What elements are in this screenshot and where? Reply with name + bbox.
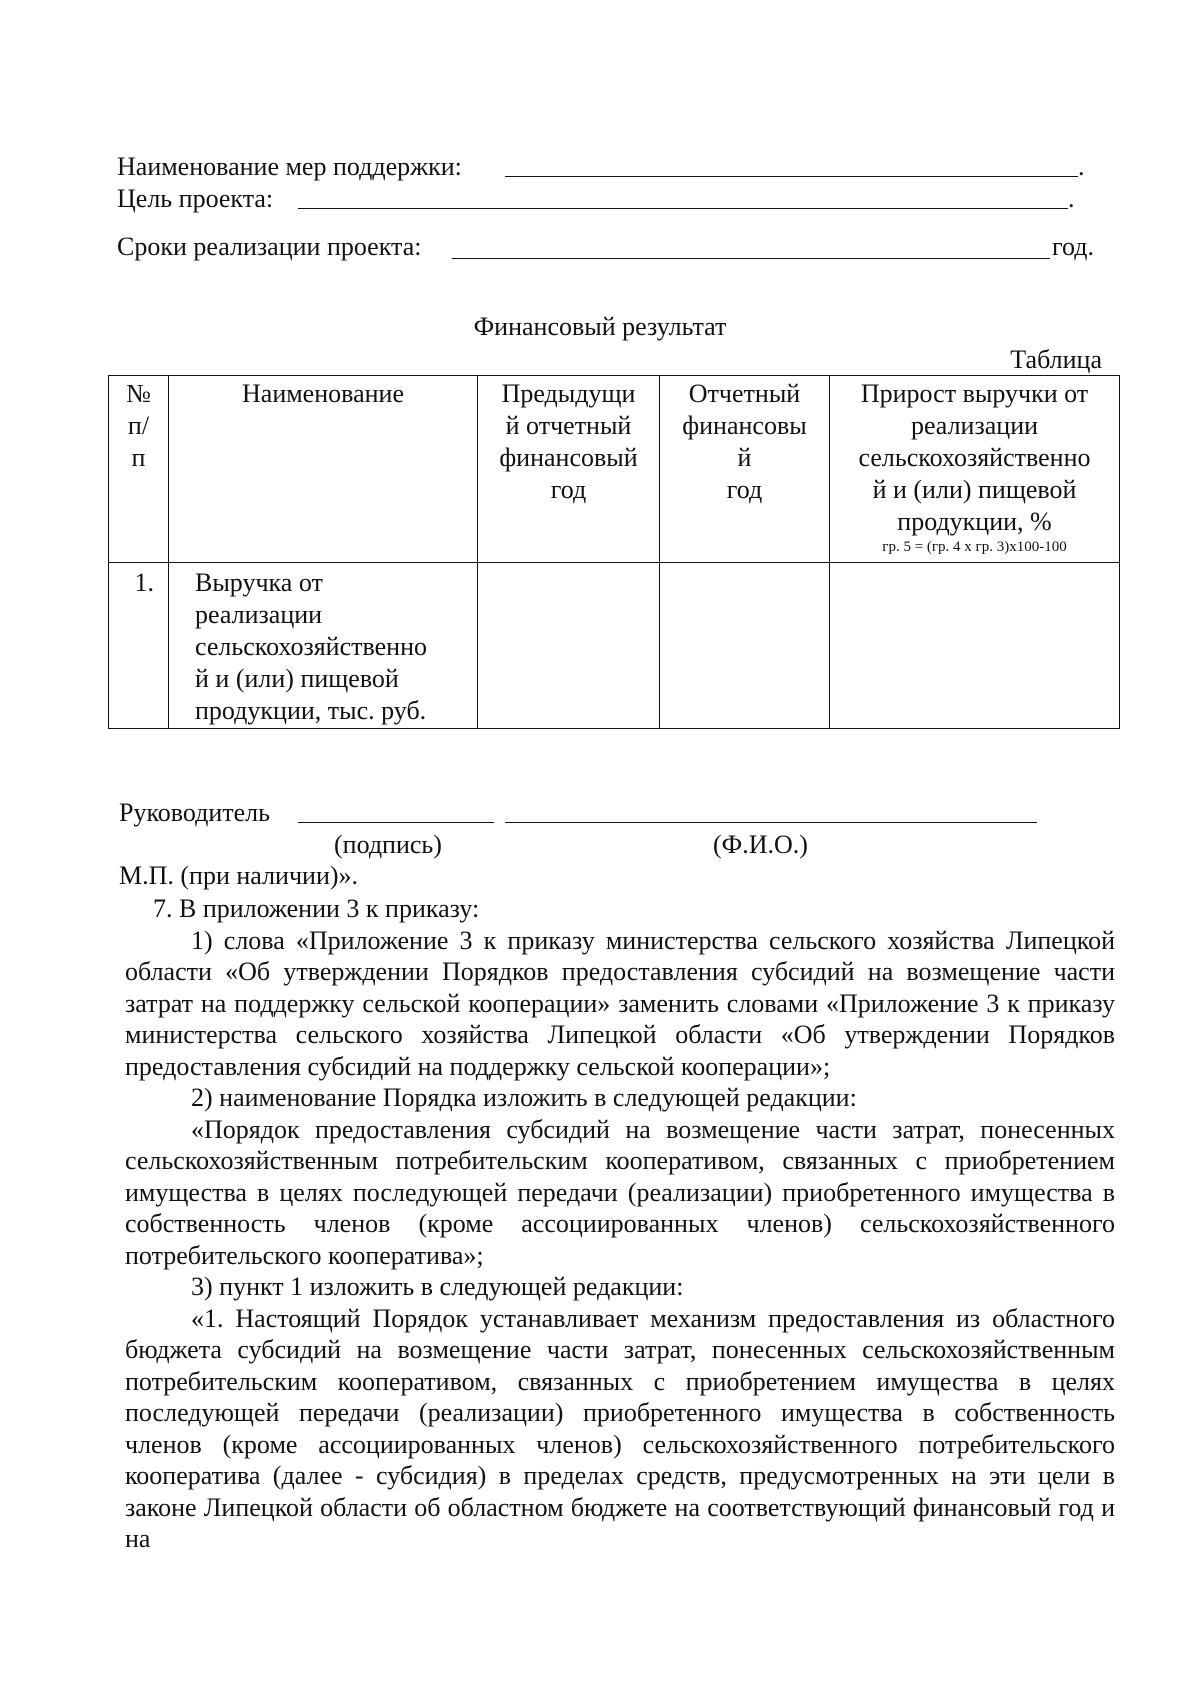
signature-caption: (подпись) — [334, 830, 442, 859]
paragraph: 7. В приложении 3 к приказу: — [153, 894, 480, 923]
table-header-row — [109, 376, 1120, 563]
project-terms-label: Сроки реализации проекта: — [117, 232, 422, 261]
header-report-year: Отчетный финансовы й год — [660, 376, 830, 563]
header-name: Наименование — [169, 376, 478, 563]
project-goal-label: Цель проекта: — [117, 184, 274, 213]
support-measures-dot: . — [1078, 152, 1085, 181]
support-measures-label: Наименование мер поддержки: — [117, 152, 462, 181]
project-terms-suffix: год. — [1052, 232, 1094, 261]
growth-formula: гр. 5 = (гр. 4 х гр. 3)х100-100 — [882, 539, 1067, 555]
row-prev-year-value[interactable] — [478, 563, 660, 729]
head-label: Руководитель — [119, 798, 270, 827]
paragraph: «1. Настоящий Порядок устанавливает механизм предоставления из областного бюджета субсидий на возмещение части затрат, понесенных сельскохозяйственным потребительским кооперативом, связанных с приобретением имущества в целях последующей передачи (реализации) приобретенного имущества в собственность членов (кроме ассоциированных членов) сельскохозяйственного потребительского кооператива (далее - субсидия) в пределах средств, предусмотренных на эти цели в законе Липецкой области об областном бюджете на соответствующий финансовый год и на — [125, 1303, 1115, 1553]
row-name: Выручка от реализации сельскохозяйственно й и (или) пищевой продукции, тыс. руб. — [169, 563, 478, 729]
table-row — [109, 563, 1120, 729]
table-title: Финансовый результат — [473, 312, 727, 341]
fio-caption: (Ф.И.О.) — [713, 830, 808, 859]
project-goal-dot: . — [1068, 184, 1075, 213]
row-num: 1. — [109, 563, 169, 729]
financial-result-table — [108, 375, 1120, 729]
header-growth: Прирост выручки от реализации сельскохозяйственно й и (или) пищевой продукции, % гр. 5 = (гр. 4 х гр. 3)х100-100 — [830, 376, 1120, 563]
stamp-note: М.П. (при наличии)». — [119, 861, 359, 890]
body-text — [125, 893, 1115, 1555]
project-terms-blank — [452, 258, 1050, 259]
row-report-year-value[interactable] — [660, 563, 830, 729]
signature-blank — [298, 822, 494, 823]
project-goal-blank — [298, 208, 1068, 209]
row-growth-value[interactable] — [830, 563, 1120, 729]
header-num: № п/ п — [109, 376, 169, 563]
table-caption: Таблица — [1010, 345, 1102, 374]
paragraph: 2) наименование Порядка изложить в следующей редакции: — [191, 1083, 857, 1112]
paragraph: 1) слова «Приложение 3 к приказу министерства сельского хозяйства Липецкой области «Об утверждении Порядков предоставления субсидий на возмещение части затрат на поддержку сельской кооперации» заменить словами «Приложение 3 к приказу министерства сельского хозяйства Липецкой области «Об утверждении Порядков предоставления субсидий на поддержку сельской кооперации»; — [125, 925, 1115, 1081]
paragraph: «Порядок предоставления субсидий на возмещение части затрат, понесенных сельскохозяйственным потребительским кооперативом, связанных с приобретением имущества в целях последующей передачи (реализации) приобретенного имущества в собственность членов (кроме ассоциированных членов) сельскохозяйственного потребительского кооператива»; — [125, 1114, 1115, 1270]
header-prev-year: Предыдущи й отчетный финансовый год — [478, 376, 660, 563]
support-measures-blank — [505, 176, 1078, 177]
fio-blank — [505, 822, 1037, 823]
paragraph: 3) пункт 1 изложить в следующей редакции: — [191, 1272, 684, 1301]
